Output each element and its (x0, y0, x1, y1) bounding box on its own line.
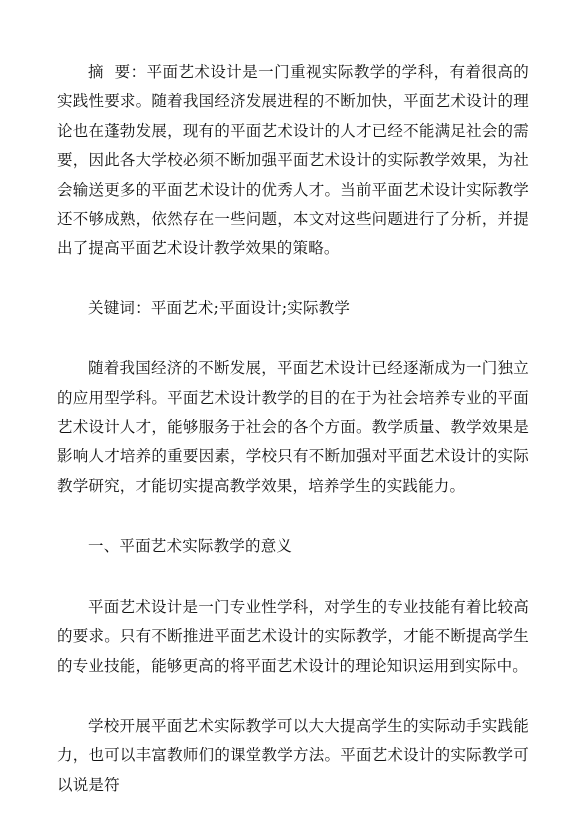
section-heading: 一、平面艺术实际教学的意义 (88, 537, 293, 556)
abstract-paragraph (57, 58, 529, 264)
intro-paragraph: 随着我国经济的不断发展，平面艺术设计已经逐渐成为一门独立的应用型学科。平面艺术设计教学的目的在于为社会培养专业的平面艺术设计人才，能够服务于社会的各个方面。教学质量、教学效果是影响人才培养的重要因素，学校只有不断加强对平面艺术设计的实际教学研究，才能切实提高教学效果，培养学生的实践能力。 (57, 359, 529, 495)
keywords-text: 平面艺术;平面设计;实际教学 (150, 298, 351, 317)
keywords-label: 关键词： (88, 298, 151, 317)
abstract-label: 摘 要： (88, 63, 147, 81)
document-page (57, 58, 529, 800)
body-paragraph-1: 平面艺术设计是一门专业性学科，对学生的专业技能有着比较高的要求。只有不断推进平面艺术设计的实际教学，才能不断提高学生的专业技能，能够更高的将平面艺术设计的理论知识运用到实际中。 (57, 597, 529, 675)
body-paragraph-2: 学校开展平面艺术实际教学可以大大提高学生的实际动手实践能力，也可以丰富教师们的课堂教学方法。平面艺术设计的实际教学可以说是符 (57, 716, 529, 794)
abstract-text: 平面艺术设计是一门重视实际教学的学科，有着很高的实践性要求。随着我国经济发展进程的不断加快，平面艺术设计的理论也在蓬勃发展，现有的平面艺术设计的人才已经不能满足社会的需要，因此各大学校必须不断加强平面艺术设计的实际教学效果，为社会输送更多的平面艺术设计的优秀人才。当前平面艺术设计实际教学还不够成熟，依然存在一些问题，本文对这些问题进行了分析，并提出了提高平面艺术设计教学效果的策略。 (57, 63, 529, 258)
keywords-paragraph (57, 294, 529, 323)
